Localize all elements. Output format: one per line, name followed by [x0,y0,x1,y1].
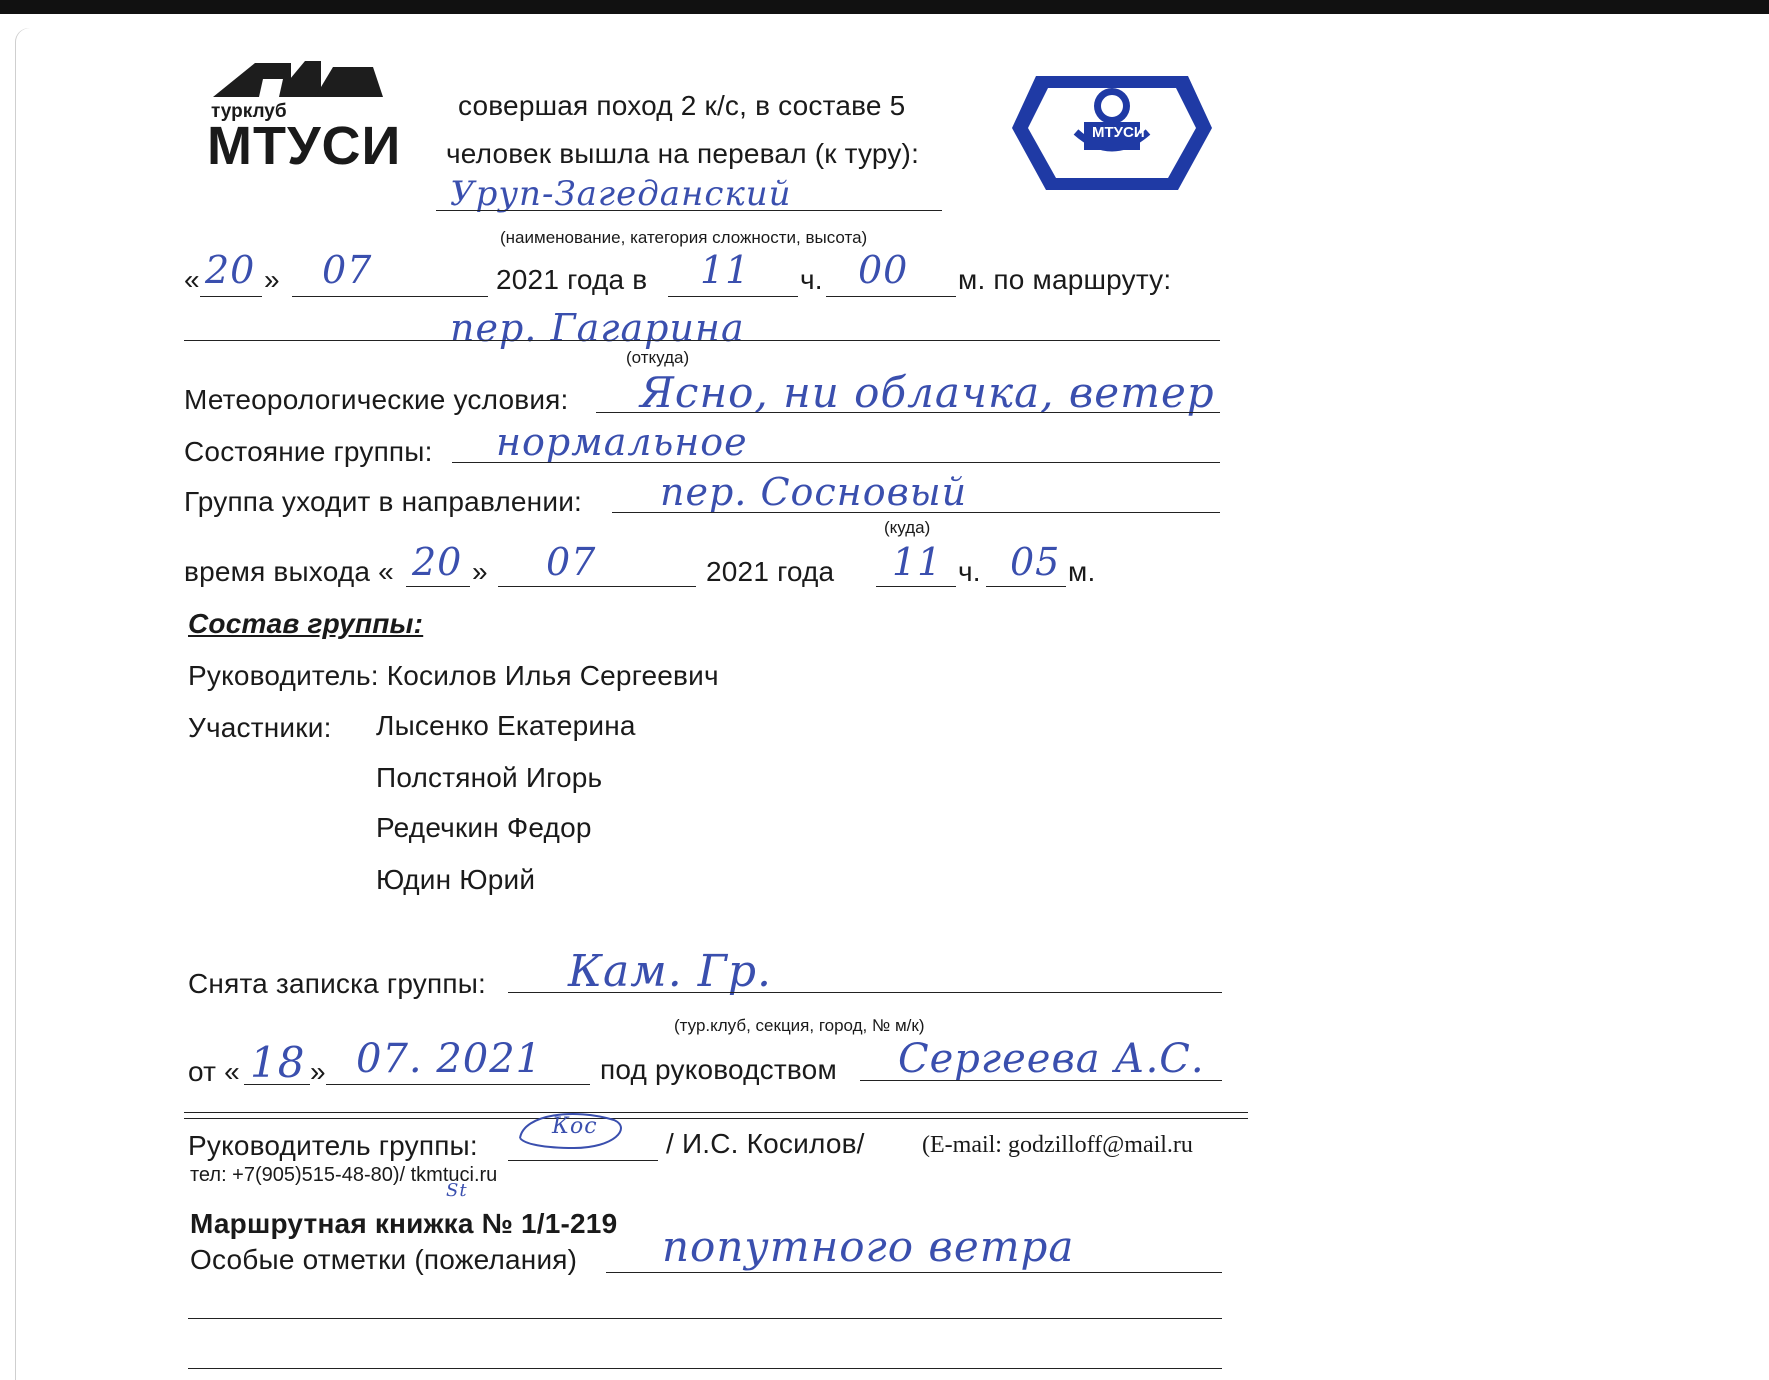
arrival-month-handwritten: 07 [322,248,373,292]
group-state-label: Состояние группы: [184,436,433,467]
note-date-handwritten: 07. 2021 [356,1036,543,1082]
note-leader-handwritten: Сергеева А.С. [898,1036,1205,1082]
meteo-handwritten: Ясно, ни облачка, ветер [640,368,1215,417]
header-line-1: совершая поход 2 к/с, в составе 5 [458,90,906,121]
member-1: Лысенко Екатерина [376,710,636,741]
departure-hour-line [876,586,956,587]
remarks-line-3 [188,1368,1222,1369]
arrival-day-handwritten: 20 [205,248,256,292]
route-book-label: Маршрутная книжка № 1/1-219 [190,1208,618,1239]
departure-min-line [986,586,1066,587]
meteo-line [596,412,1220,413]
arrival-quote-open: « [184,264,200,295]
member-3: Редечкин Федор [376,812,592,843]
departure-h-label: ч. [958,556,981,587]
note-date-line [326,1084,590,1085]
departure-m-label: м. [1068,556,1096,587]
direction-handwritten: пер. Сосновый [660,470,968,514]
route-from-caption: (откуда) [626,348,690,367]
signature-mark-handwritten: St [446,1180,468,1201]
note-line [508,992,1222,993]
arrival-quote-close: » [264,264,280,295]
university-seal [1006,72,1218,200]
meteo-label: Метеорологические условия: [184,384,569,415]
mountain-logo-icon [205,57,385,99]
signature-name: / И.С. Косилов/ [666,1128,865,1159]
signature-handwritten: Кос [552,1114,598,1139]
departure-day-handwritten: 20 [412,540,463,584]
seal-center-text: МТУСИ [1092,124,1145,141]
separator-line-bottom [184,1118,1248,1119]
remarks-label: Особые отметки (пожелания) [190,1244,578,1275]
note-caption: (тур.клуб, секция, город, № м/к) [674,1016,925,1035]
group-state-handwritten: нормальное [496,420,748,464]
departure-month-line [498,586,696,587]
group-leader: Руководитель: Косилов Илья Сергеевич [188,660,719,691]
departure-month-handwritten: 07 [546,540,597,584]
member-4: Юдин Юрий [376,864,536,895]
group-heading: Состав группы: [188,608,424,639]
departure-label: время выхода « [184,556,394,587]
departure-quote-close: » [472,556,488,587]
arrival-min-line [826,296,956,297]
pass-name-caption: (наименование, категория сложности, высота) [500,228,868,247]
logo-big-text: МТУСИ [207,116,402,176]
pass-name-handwritten: Уруп-Загеданский [450,174,792,214]
direction-line [612,512,1220,513]
note-handwritten: Кам. Гр. [568,946,773,997]
members-label: Участники: [188,712,332,743]
scan-top-border [0,0,1769,14]
note-leader-line [860,1080,1222,1081]
departure-hour-handwritten: 11 [892,540,943,584]
note-leader-label: под руководством [600,1054,837,1085]
arrival-min-handwritten: 00 [858,248,909,292]
pass-name-line [436,210,942,211]
arrival-hour-handwritten: 11 [700,248,751,292]
note-day-line [244,1084,310,1085]
note-label: Снята записка группы: [188,968,487,999]
arrival-route-label: м. по маршруту: [958,264,1172,295]
arrival-h-label: ч. [800,264,823,295]
remarks-handwritten: попутного ветра [662,1222,1075,1271]
note-from-prefix: от « [188,1056,240,1087]
arrival-day-line [200,296,262,297]
remarks-line [606,1272,1222,1273]
member-2: Полстяной Игорь [376,762,603,793]
arrival-month-line [292,296,488,297]
logo-small-text: турклуб [211,101,287,122]
separator-line-top [184,1112,1248,1113]
route-from-handwritten: пер. Гагарина [450,306,745,350]
direction-label: Группа уходит в направлении: [184,486,583,517]
direction-caption: (куда) [884,518,931,537]
signature-phone: тел: +7(905)515-48-80)/ tkmtuci.ru [190,1164,498,1186]
note-quote-close: » [310,1056,326,1087]
route-from-line [184,340,1220,341]
arrival-year-text: 2021 года в [496,264,648,295]
signature-line [508,1160,658,1161]
header-line-2: человек вышла на перевал (к туру): [446,138,920,169]
club-logo [205,57,402,176]
departure-year-text: 2021 года [706,556,835,587]
departure-day-line [406,586,470,587]
departure-min-handwritten: 05 [1010,540,1061,584]
note-day-handwritten: 18 [250,1038,306,1087]
signature-label: Руководитель группы: [188,1130,478,1161]
arrival-hour-line [668,296,798,297]
group-state-line [452,462,1220,463]
signature-email: (E-mail: godzilloff@mail.ru [922,1132,1193,1158]
remarks-line-2 [188,1318,1222,1319]
